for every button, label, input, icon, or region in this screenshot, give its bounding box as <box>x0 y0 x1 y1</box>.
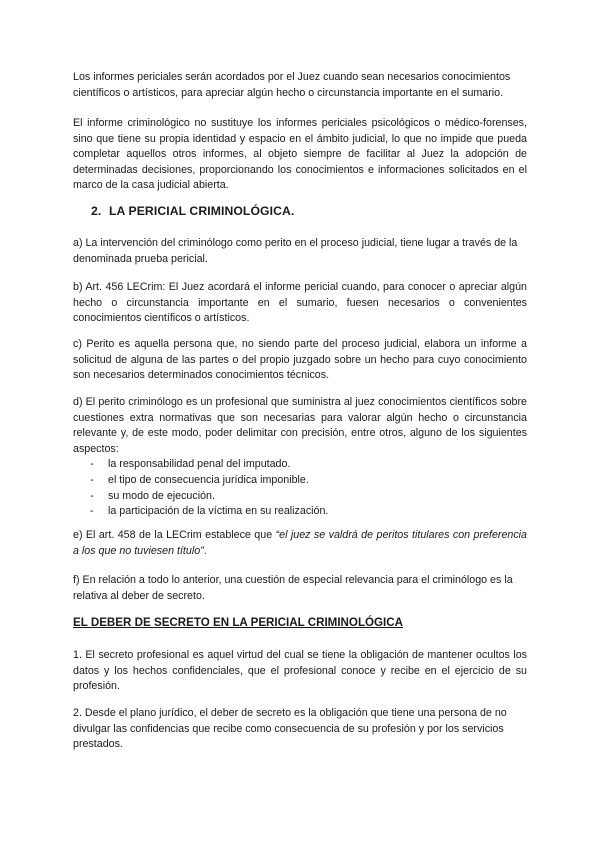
paragraph-c: c) Perito es aquella persona que, no siendo parte del proceso judicial, elabora un informe a solicitud de alguna de las partes o del propio juzgado sobre un hecho para cuyo conocimiento son necesarios determinados conocimientos técnicos. <box>73 338 527 382</box>
section-heading <box>91 204 294 220</box>
paragraph-e-prefix: e) El art. 458 de la LECrim establece que <box>73 529 276 541</box>
bullet-dash: - <box>90 489 94 502</box>
intro-paragraph-2: El informe criminológico no sustituye los informes periciales psicológicos o médico-forenses, sino que tiene su propia identidad y espacio en el ámbito judicial, lo que no impide que pueda completar aquellos otros informes, al objeto siempre de facilitar al Juez la adopción de determinadas decisiones, proporcionando los conocimientos e informaciones solicitados en el marco de la casa judicial abierta. <box>73 117 527 192</box>
secret-paragraph-2: 2. Desde el plano jurídico, el deber de secreto es la obligación que tiene una persona de no divulgar las confidencias que recibe como consecuencia de su profesión y por los servicios prestados. <box>73 707 507 751</box>
paragraph-d: d) El perito criminólogo es un profesional que suministra al juez conocimientos científicos sobre cuestiones extra normativas que son necesarias para valorar algún hecho o circunstancia relevante y, de este modo, poder delimitar con precisión, entre otros, alguno de los siguientes aspectos: <box>73 396 527 455</box>
paragraph-a: a) La intervención del criminólogo como perito en el proceso judicial, tiene lugar a través de la denominada prueba pericial. <box>73 237 518 265</box>
secret-section-title: EL DEBER DE SECRETO EN LA PERICIAL CRIMINOLÓGICA <box>73 616 404 629</box>
bullet-dash: - <box>90 505 94 518</box>
section-number: 2. <box>91 204 102 218</box>
list-item: - el tipo de consecuencia jurídica imponible. <box>73 473 527 489</box>
list-item: - la participación de la víctima en su realización. <box>73 504 527 520</box>
paragraph-d-block <box>73 395 527 520</box>
paragraph-e <box>73 528 527 559</box>
intro-paragraph-1: Los informes periciales serán acordados por el Juez cuando sean necesarios conocimientos científicos o artísticos, para apreciar algún hecho o circunstancia importante en el sumario. <box>73 71 511 99</box>
list-item: - su modo de ejecución. <box>73 489 527 505</box>
paragraph-e-quote: “el juez se valdrá de peritos titulares con preferencia a los que no tuviesen título” <box>73 529 527 557</box>
bullet-dash: - <box>90 473 94 486</box>
section-title: LA PERICIAL CRIMINOLÓGICA. <box>109 204 295 218</box>
aspects-list <box>73 457 527 519</box>
paragraph-e-suffix: . <box>203 544 207 557</box>
secret-paragraph-1: 1. El secreto profesional es aquel virtud del cual se tiene la obligación de mantener ocultos los datos y los hechos confidenciales, que el profesional conoce y recibe en el ejercicio de su profesión. <box>73 649 527 693</box>
paragraph-f: f) En relación a todo lo anterior, una cuestión de especial relevancia para el criminólogo es la relativa al deber de secreto. <box>73 574 513 602</box>
paragraph-b: b) Art. 456 LECrim: El Juez acordará el informe pericial cuando, para conocer o apreciar algún hecho o circunstancia importante en el sumario, fuesen necesarios o convenientes conocimientos científicos o artísticos. <box>73 281 527 325</box>
bullet-dash: - <box>90 458 94 471</box>
list-item: - la responsabilidad penal del imputado. <box>73 457 527 473</box>
